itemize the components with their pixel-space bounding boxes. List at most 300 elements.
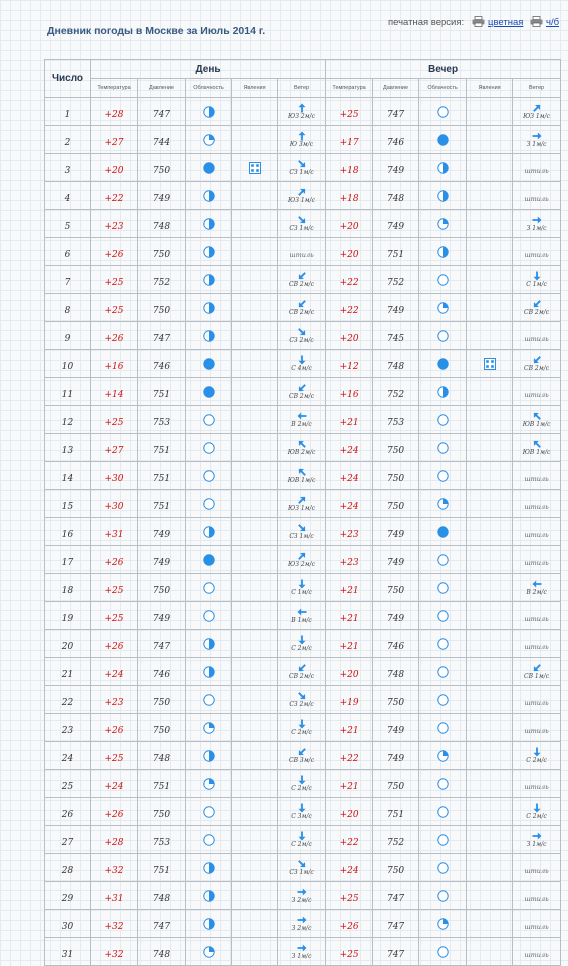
evening-phenomena-cell [467,210,513,238]
table-row [45,378,561,406]
evening-half-cloudy-icon [437,162,449,174]
day-number-cell [45,770,91,798]
evening-temperature: +24 [339,474,359,484]
day-partly-cloudy-icon [203,134,215,146]
evening-pressure: 749 [386,754,405,764]
evening-temperature: +26 [339,922,359,932]
evening-temperature: +21 [339,782,359,792]
day-temperature: +28 [104,110,124,120]
evening-wind-cell [513,322,561,350]
evening-clear-sky-icon [437,610,449,622]
evening-wind-arrow-icon [532,579,542,589]
evening-clear-sky-icon [437,778,449,790]
day-temperature: +26 [104,810,124,820]
evening-pressure-cell [373,210,419,238]
day-number-cell [45,210,91,238]
evening-cloudiness-cell [419,882,467,910]
day-number: 12 [61,418,74,428]
day-cloudiness-cell [186,882,232,910]
evening-cloudiness-cell [419,294,467,322]
evening-wind-cell [513,126,561,154]
day-wind-text: СЗ 1м/с [289,869,314,876]
evening-temperature: +20 [339,334,359,344]
day-cloudiness-cell [186,714,232,742]
evening-temperature: +23 [339,530,359,540]
evening-temperature: +21 [339,642,359,652]
table-row [45,182,561,210]
evening-cloudiness-cell [419,770,467,798]
day-pressure-cell [138,546,186,574]
evening-cloudiness-cell [419,98,467,126]
day-temperature-cell [91,378,138,406]
evening-pressure: 749 [386,726,405,736]
evening-cloudiness-cell [419,686,467,714]
day-number-cell [45,322,91,350]
evening-cloudiness-cell [419,742,467,770]
day-temperature: +32 [104,866,124,876]
evening-phenomena-cell [467,686,513,714]
evening-clear-sky-icon [437,806,449,818]
day-wind-text: ЮВ 1м/с [287,477,316,484]
day-cloudiness-cell [186,154,232,182]
day-overcast-icon [203,162,215,174]
evening-wind-calm: штиль [524,895,549,903]
day-overcast-icon [203,358,215,370]
day-cloudiness-cell [186,350,232,378]
evening-wind-calm: штиль [524,475,549,483]
evening-pressure-cell [373,518,419,546]
table-row [45,798,561,826]
day-pressure: 747 [152,334,171,344]
day-wind-text: ЮЗ 1м/с [288,197,316,204]
day-number: 30 [61,922,74,932]
day-temperature-cell [91,854,138,882]
evening-half-cloudy-icon [437,190,449,202]
evening-wind-cell [513,854,561,882]
day-wind-cell [278,546,326,574]
evening-clear-sky-icon [437,582,449,594]
day-wind-cell [278,294,326,322]
day-pressure: 747 [152,642,171,652]
day-cloudiness-cell [186,434,232,462]
evening-pressure: 747 [386,950,405,960]
evening-temperature: +25 [339,110,359,120]
day-wind-arrow-icon [297,215,307,225]
day-pressure-cell [138,798,186,826]
day-wind-arrow-icon [297,691,307,701]
day-pressure: 750 [152,726,171,736]
day-number: 4 [64,194,71,204]
day-temperature: +14 [104,390,124,400]
evening-cloudiness-cell [419,630,467,658]
evening-temperature: +20 [339,670,359,680]
day-wind-cell [278,630,326,658]
evening-temperature-cell [326,378,373,406]
evening-clear-sky-icon [437,638,449,650]
evening-temperature-cell [326,686,373,714]
table-row [45,714,561,742]
evening-phenomena-cell [467,238,513,266]
day-wind-arrow-icon [297,159,307,169]
day-wind-cell [278,182,326,210]
evening-wind-calm: штиль [524,251,549,259]
day-temperature: +26 [104,558,124,568]
day-pressure-cell [138,910,186,938]
day-phenomena-cell [232,826,278,854]
day-cloudiness-cell [186,182,232,210]
evening-phenomena-cell [467,658,513,686]
day-pressure-cell [138,322,186,350]
day-number: 1 [64,110,71,120]
day-phenomena-cell [232,126,278,154]
day-pressure: 746 [152,362,171,372]
day-cloudiness-cell [186,378,232,406]
evening-pressure-cell [373,266,419,294]
evening-wind-calm: штиль [524,195,549,203]
evening-pressure-cell [373,378,419,406]
day-phenomena-cell [232,770,278,798]
day-wind-arrow-icon [297,775,307,785]
day-wind-cell [278,322,326,350]
day-number: 14 [61,474,74,484]
col-day-phenomena: Явления [232,79,278,98]
evening-partly-cloudy-icon [437,302,449,314]
col-day-pressure: Давление [138,79,186,98]
day-wind-arrow-icon [297,355,307,365]
evening-phenomena-cell [467,714,513,742]
day-half-cloudy-icon [203,302,215,314]
day-clear-sky-icon [203,834,215,846]
day-pressure: 747 [152,110,171,120]
evening-temperature-cell [326,266,373,294]
day-temperature: +27 [104,446,124,456]
col-evening-wind: Ветер [513,79,561,98]
table-row [45,350,561,378]
day-temperature: +26 [104,726,124,736]
day-clear-sky-icon [203,610,215,622]
evening-pressure-cell [373,770,419,798]
day-pressure-cell [138,714,186,742]
evening-pressure-cell [373,686,419,714]
day-clear-sky-icon [203,806,215,818]
evening-wind-cell [513,294,561,322]
table-row [45,294,561,322]
col-day-cloudiness: Облачность [186,79,232,98]
evening-temperature-cell [326,126,373,154]
evening-temperature: +12 [339,362,359,372]
day-pressure: 750 [152,586,171,596]
day-number-cell [45,686,91,714]
day-wind-arrow-icon [297,327,307,337]
evening-temperature: +18 [339,166,359,176]
evening-wind-cell [513,602,561,630]
day-pressure: 746 [152,670,171,680]
day-number: 26 [61,810,74,820]
table-row [45,658,561,686]
day-overcast-icon [203,386,215,398]
evening-wind-cell [513,714,561,742]
evening-wind-cell [513,546,561,574]
evening-wind-calm: штиль [524,727,549,735]
evening-pressure-cell [373,742,419,770]
table-row [45,882,561,910]
evening-cloudiness-cell [419,518,467,546]
day-temperature: +32 [104,922,124,932]
day-pressure: 750 [152,698,171,708]
evening-phenomena-cell [467,602,513,630]
day-number: 29 [61,894,74,904]
day-temperature: +31 [104,530,124,540]
day-temperature-cell [91,518,138,546]
evening-wind-arrow-icon [532,747,542,757]
evening-phenomena-cell [467,826,513,854]
evening-temperature-cell [326,910,373,938]
evening-temperature: +20 [339,222,359,232]
day-cloudiness-cell [186,826,232,854]
day-phenomena-cell [232,658,278,686]
day-pressure-cell [138,126,186,154]
day-temperature: +24 [104,782,124,792]
evening-pressure: 746 [386,138,405,148]
day-wind-arrow-icon [297,131,307,141]
day-wind-text: С 2м/с [291,841,312,848]
day-wind-arrow-icon [297,915,307,925]
evening-wind-cell [513,462,561,490]
day-number: 25 [61,782,74,792]
evening-wind-text: С 1м/с [526,281,547,288]
day-pressure: 750 [152,250,171,260]
day-number: 19 [61,614,74,624]
day-number-cell [45,490,91,518]
day-phenomena-cell [232,602,278,630]
day-number: 13 [61,446,74,456]
day-temperature: +25 [104,418,124,428]
evening-phenomena-cell [467,630,513,658]
day-wind-text: В 1м/с [291,617,312,624]
evening-wind-cell [513,490,561,518]
day-number-cell [45,434,91,462]
evening-wind-arrow-icon [532,411,542,421]
day-temperature-cell [91,154,138,182]
print-bw-link[interactable]: ч/б [546,17,560,28]
printer-bw-icon[interactable] [530,16,543,27]
evening-temperature-cell [326,350,373,378]
day-phenomena-cell [232,910,278,938]
day-temperature-cell [91,350,138,378]
day-number-cell [45,658,91,686]
evening-wind-arrow-icon [532,131,542,141]
evening-pressure: 745 [386,334,405,344]
evening-wind-text: З 1м/с [526,225,547,232]
evening-cloudiness-cell [419,854,467,882]
day-wind-text: В 2м/с [291,421,312,428]
day-wind-arrow-icon [297,383,307,393]
day-temperature-cell [91,630,138,658]
evening-wind-cell [513,686,561,714]
evening-temperature: +22 [339,838,359,848]
evening-wind-cell [513,98,561,126]
day-cloudiness-cell [186,490,232,518]
day-wind-cell [278,462,326,490]
day-wind-cell [278,518,326,546]
table-row [45,518,561,546]
evening-temperature: +20 [339,810,359,820]
evening-wind-cell [513,182,561,210]
day-pressure-cell [138,658,186,686]
table-row [45,210,561,238]
day-pressure-cell [138,602,186,630]
table-row [45,630,561,658]
table-row [45,686,561,714]
day-temperature-cell [91,798,138,826]
day-phenomena-cell [232,154,278,182]
evening-pressure: 750 [386,446,405,456]
table-row [45,154,561,182]
day-temperature: +26 [104,642,124,652]
day-pressure: 753 [152,418,171,428]
evening-wind-calm: штиль [524,335,549,343]
evening-temperature: +24 [339,502,359,512]
day-wind-text: С 3м/с [291,813,312,820]
day-phenomena-cell [232,546,278,574]
evening-clear-sky-icon [437,946,449,958]
evening-pressure-cell [373,126,419,154]
evening-wind-cell [513,266,561,294]
col-day-temperature: Температура [91,79,138,98]
day-number-cell [45,518,91,546]
day-wind-text: С 2м/с [291,785,312,792]
evening-partly-cloudy-icon [437,750,449,762]
evening-wind-calm: штиль [524,503,549,511]
day-wind-cell [278,910,326,938]
day-wind-arrow-icon [297,495,307,505]
evening-clear-sky-icon [437,666,449,678]
day-wind-cell [278,406,326,434]
day-wind-text: СВ 2м/с [288,393,315,400]
day-temperature: +32 [104,950,124,960]
day-half-cloudy-icon [203,862,215,874]
day-number-cell [45,350,91,378]
day-phenomena-cell [232,882,278,910]
table-row [45,854,561,882]
evening-phenomena-cell [467,574,513,602]
evening-pressure: 750 [386,698,405,708]
day-phenomena-cell [232,266,278,294]
day-pressure-cell [138,770,186,798]
day-wind-cell [278,602,326,630]
evening-pressure: 746 [386,642,405,652]
col-day-wind: Ветер [278,79,326,98]
evening-pressure: 749 [386,530,405,540]
day-temperature: +25 [104,278,124,288]
day-wind-cell [278,714,326,742]
day-pressure-cell [138,406,186,434]
day-pressure: 751 [152,474,171,484]
evening-temperature-cell [326,630,373,658]
evening-pressure: 749 [386,614,405,624]
day-pressure-cell [138,630,186,658]
evening-pressure-cell [373,238,419,266]
day-partly-cloudy-icon [203,946,215,958]
evening-temperature-cell [326,322,373,350]
day-number-cell [45,574,91,602]
day-wind-arrow-icon [297,887,307,897]
day-half-cloudy-icon [203,918,215,930]
evening-pressure: 749 [386,222,405,232]
evening-temperature-cell [326,658,373,686]
evening-clear-sky-icon [437,274,449,286]
evening-partly-cloudy-icon [437,918,449,930]
evening-pressure-cell [373,294,419,322]
evening-pressure-cell [373,350,419,378]
day-wind-text: ЮЗ 1м/с [288,505,316,512]
evening-wind-cell [513,350,561,378]
evening-clear-sky-icon [437,722,449,734]
day-pressure: 748 [152,754,171,764]
day-wind-cell [278,798,326,826]
day-wind-text: СВ 2м/с [288,309,315,316]
day-wind-text: С 2м/с [291,729,312,736]
day-temperature-cell [91,406,138,434]
evening-pressure-cell [373,882,419,910]
evening-pressure: 750 [386,502,405,512]
evening-wind-arrow-icon [532,271,542,281]
evening-phenomena-cell [467,98,513,126]
day-cloudiness-cell [186,126,232,154]
day-number: 22 [61,698,74,708]
day-number: 31 [61,950,74,960]
evening-temperature: +23 [339,558,359,568]
evening-clear-sky-icon [437,106,449,118]
print-color-link[interactable]: цветная [488,17,524,28]
evening-pressure: 752 [386,278,405,288]
day-wind-arrow-icon [297,187,307,197]
day-pressure-cell [138,154,186,182]
day-temperature-cell [91,910,138,938]
evening-partly-cloudy-icon [437,498,449,510]
evening-wind-calm: штиль [524,867,549,875]
evening-wind-cell [513,798,561,826]
day-wind-cell [278,350,326,378]
evening-phenomena-cell [467,294,513,322]
evening-temperature-cell [326,882,373,910]
day-clear-sky-icon [203,442,215,454]
day-temperature: +20 [104,166,124,176]
day-pressure: 750 [152,306,171,316]
table-row [45,910,561,938]
evening-pressure: 750 [386,866,405,876]
day-wind-cell [278,210,326,238]
day-cloudiness-cell [186,546,232,574]
evening-temperature: +22 [339,754,359,764]
day-phenomena-cell [232,238,278,266]
group-evening: Вечер [326,60,561,79]
day-temperature: +24 [104,670,124,680]
day-number: 7 [64,278,71,288]
day-phenomena-cell [232,462,278,490]
printer-icon[interactable] [472,16,485,27]
evening-clear-sky-icon [437,330,449,342]
evening-wind-text: ЮВ 1м/с [522,421,551,428]
day-temperature: +30 [104,474,124,484]
evening-wind-cell [513,574,561,602]
day-phenomena-cell [232,322,278,350]
table-row [45,546,561,574]
day-pressure-cell [138,98,186,126]
day-phenomena-cell [232,854,278,882]
day-temperature-cell [91,742,138,770]
evening-wind-cell [513,406,561,434]
